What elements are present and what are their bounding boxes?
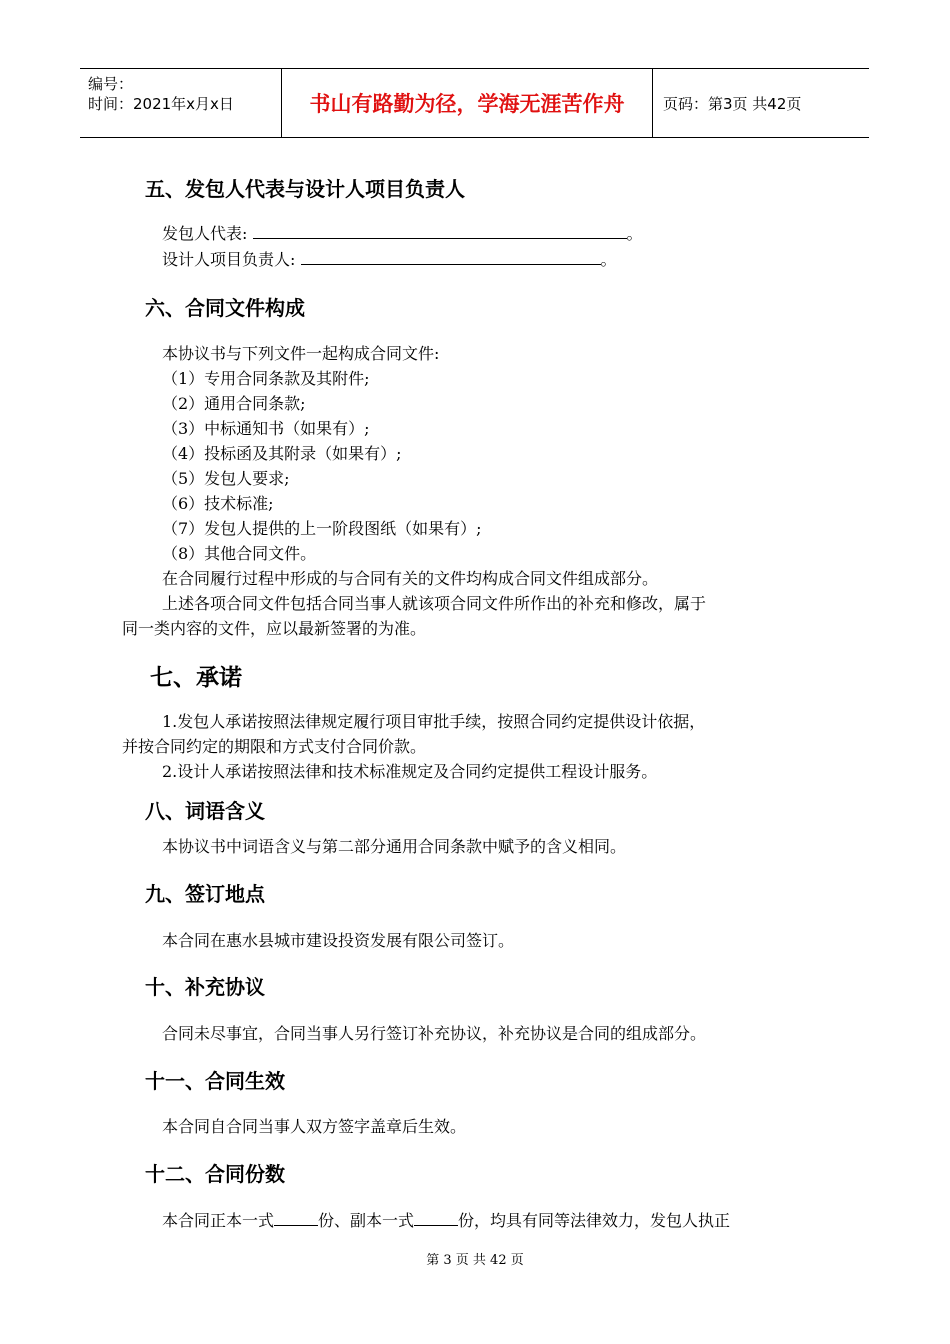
section-title-6: 六、合同文件构成 bbox=[145, 296, 305, 320]
client-rep-line bbox=[162, 221, 643, 244]
copies-original-blank[interactable] bbox=[274, 1213, 318, 1226]
page-footer: 第 3 页 共 42 页 bbox=[426, 1253, 524, 1268]
designer-lead-label: 设计人项目负责人: bbox=[162, 250, 296, 269]
copies-rest: 份，均具有同等法律效力，发包人执正 bbox=[458, 1211, 731, 1230]
contract-doc-item: （6）技术标准; bbox=[162, 494, 274, 513]
contract-doc-item: （1）专用合同条款及其附件; bbox=[162, 369, 370, 388]
promise-client-1: 1.发包人承诺按照法律规定履行项目审批手续，按照合同约定提供设计依据， bbox=[162, 712, 706, 731]
contract-doc-item: （8）其他合同文件。 bbox=[162, 544, 317, 563]
section-title-12: 十二、合同份数 bbox=[145, 1162, 285, 1186]
effect-text: 本合同自合同当事人双方签字盖章后生效。 bbox=[162, 1117, 467, 1136]
client-rep-blank[interactable] bbox=[253, 226, 627, 239]
contract-doc-item: （3）中标通知书（如果有）; bbox=[162, 419, 370, 438]
doc-number-label: 编号： bbox=[88, 75, 134, 93]
promise-client-2: 并按合同约定的期限和方式支付合同价款。 bbox=[122, 737, 427, 756]
contract-doc-item: （7）发包人提供的上一阶段图纸（如果有）; bbox=[162, 519, 482, 538]
copies-line bbox=[162, 1208, 730, 1231]
section-title-10: 十、补充协议 bbox=[145, 975, 265, 999]
contract-doc-item: （2）通用合同条款; bbox=[162, 394, 306, 413]
promise-designer: 2.设计人承诺按照法律和技术标准规定及合同约定提供工程设计服务。 bbox=[162, 762, 658, 781]
page-header bbox=[80, 68, 869, 138]
client-rep-label: 发包人代表: bbox=[162, 224, 248, 243]
section-title-5: 五、发包人代表与设计人项目负责人 bbox=[145, 177, 465, 201]
client-rep-end: 。 bbox=[626, 224, 643, 243]
copies-duplicate-label: 份、副本一式 bbox=[318, 1211, 415, 1230]
contract-doc-item: （5）发包人要求; bbox=[162, 469, 290, 488]
designer-lead-end: 。 bbox=[600, 250, 617, 269]
contract-doc-item: （4）投标函及其附录（如果有）; bbox=[162, 444, 402, 463]
contract-docs-note: 在合同履行过程中形成的与合同有关的文件均构成合同文件组成部分。 bbox=[162, 569, 659, 588]
section-title-11: 十一、合同生效 bbox=[145, 1069, 285, 1093]
section-title-7: 七、承诺 bbox=[150, 665, 242, 691]
copies-original-label: 本合同正本一式 bbox=[162, 1211, 275, 1230]
section-title-8: 八、词语含义 bbox=[145, 799, 265, 823]
designer-lead-line bbox=[162, 247, 617, 270]
copies-duplicate-blank[interactable] bbox=[414, 1213, 458, 1226]
terms-meaning-text: 本协议书中词语含义与第二部分通用合同条款中赋予的含义相同。 bbox=[162, 837, 627, 856]
section-title-9: 九、签订地点 bbox=[145, 882, 265, 906]
header-motto bbox=[282, 69, 653, 137]
supplement-text: 合同未尽事宜，合同当事人另行签订补充协议，补充协议是合同的组成部分。 bbox=[162, 1024, 707, 1043]
designer-lead-blank[interactable] bbox=[301, 252, 601, 265]
contract-docs-priority-1: 上述各项合同文件包括合同当事人就该项合同文件所作出的补充和修改，属于 bbox=[162, 594, 707, 613]
contract-docs-intro: 本协议书与下列文件一起构成合同文件: bbox=[162, 344, 440, 363]
header-page-number: 页码：第3页 共42页 bbox=[663, 95, 802, 113]
header-meta bbox=[80, 69, 282, 137]
doc-time-label: 时间：2021年x月x日 bbox=[88, 95, 234, 113]
motto-text: 书山有路勤为径，学海无涯苦作舟 bbox=[309, 92, 625, 116]
contract-docs-priority-2: 同一类内容的文件，应以最新签署的为准。 bbox=[122, 619, 427, 638]
signing-place-text: 本合同在惠水县城市建设投资发展有限公司签订。 bbox=[162, 931, 515, 950]
